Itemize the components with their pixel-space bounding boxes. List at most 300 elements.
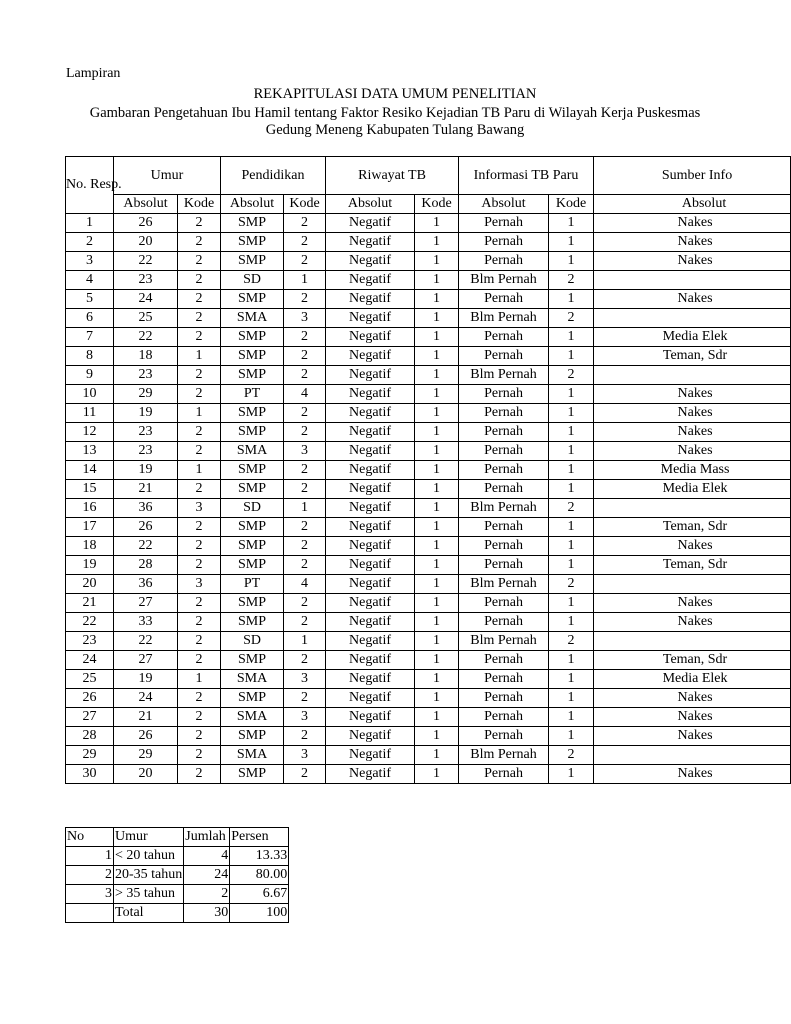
cell-sumber-absolut: Nakes (594, 613, 791, 632)
subheader-kode: Kode (415, 195, 459, 214)
cell-riwayat-kode: 1 (415, 594, 459, 613)
cell-informasi-absolut: Pernah (459, 765, 549, 784)
cell-informasi-absolut: Blm Pernah (459, 746, 549, 765)
cell-informasi-absolut: Pernah (459, 594, 549, 613)
cell-pendidikan-kode: 3 (284, 746, 326, 765)
cell-informasi-absolut: Pernah (459, 480, 549, 499)
cell-pendidikan-absolut: SD (221, 271, 284, 290)
cell-umur-kode: 2 (178, 252, 221, 271)
cell-sumber-absolut: Nakes (594, 404, 791, 423)
cell-pendidikan-absolut: SMP (221, 556, 284, 575)
summary-header-umur: Umur (114, 828, 184, 847)
cell-riwayat-absolut: Negatif (326, 689, 415, 708)
cell-informasi-kode: 2 (549, 499, 594, 518)
cell-riwayat-absolut: Negatif (326, 461, 415, 480)
cell-no-resp: 28 (66, 727, 114, 746)
cell-sumber-absolut (594, 746, 791, 765)
cell-riwayat-kode: 1 (415, 290, 459, 309)
table-row (66, 252, 791, 271)
cell-umur-absolut: 24 (114, 689, 178, 708)
cell-sumber-absolut (594, 499, 791, 518)
cell-umur-kode: 1 (178, 347, 221, 366)
cell-informasi-absolut: Pernah (459, 708, 549, 727)
cell-umur-kode: 2 (178, 727, 221, 746)
cell-riwayat-kode: 1 (415, 575, 459, 594)
cell-informasi-absolut: Blm Pernah (459, 309, 549, 328)
cell-pendidikan-kode: 2 (284, 480, 326, 499)
cell-riwayat-kode: 1 (415, 670, 459, 689)
cell-riwayat-kode: 1 (415, 309, 459, 328)
cell-pendidikan-absolut: SMP (221, 252, 284, 271)
cell-riwayat-absolut: Negatif (326, 442, 415, 461)
header-no-resp: No. Resp. (66, 157, 114, 214)
cell-sumber-absolut (594, 632, 791, 651)
cell-informasi-absolut: Pernah (459, 556, 549, 575)
cell-pendidikan-absolut: SMP (221, 423, 284, 442)
cell-riwayat-kode: 1 (415, 651, 459, 670)
cell-umur-kode: 3 (178, 575, 221, 594)
cell-no-resp: 1 (66, 214, 114, 233)
cell-riwayat-absolut: Negatif (326, 423, 415, 442)
cell-umur-absolut: 20 (114, 765, 178, 784)
cell-pendidikan-absolut: SMA (221, 442, 284, 461)
cell-sumber-absolut: Nakes (594, 537, 791, 556)
cell-informasi-absolut: Blm Pernah (459, 366, 549, 385)
cell-no-resp: 9 (66, 366, 114, 385)
subheader-kode: Kode (549, 195, 594, 214)
cell-riwayat-absolut: Negatif (326, 252, 415, 271)
cell-sumber-absolut (594, 366, 791, 385)
cell-sumber-absolut: Media Elek (594, 328, 791, 347)
cell-informasi-kode: 1 (549, 328, 594, 347)
cell-riwayat-kode: 1 (415, 347, 459, 366)
cell-informasi-kode: 1 (549, 290, 594, 309)
cell-umur-kode: 2 (178, 651, 221, 670)
document-subtitle-line-1: Gambaran Pengetahuan Ibu Hamil tentang Faktor Resiko Kejadian TB Paru di Wilayah Kerja Puskesmas (89, 105, 701, 121)
cell-umur-kode: 2 (178, 309, 221, 328)
cell-sumber-absolut: Nakes (594, 423, 791, 442)
summary-cell-no: 3 (66, 885, 114, 904)
table-row (66, 575, 791, 594)
cell-riwayat-absolut: Negatif (326, 385, 415, 404)
cell-informasi-absolut: Pernah (459, 442, 549, 461)
cell-riwayat-kode: 1 (415, 252, 459, 271)
cell-riwayat-kode: 1 (415, 442, 459, 461)
cell-informasi-kode: 2 (549, 575, 594, 594)
cell-umur-absolut: 19 (114, 404, 178, 423)
cell-informasi-kode: 1 (549, 518, 594, 537)
cell-umur-absolut: 21 (114, 480, 178, 499)
cell-umur-absolut: 22 (114, 328, 178, 347)
table-row (66, 746, 791, 765)
respondent-data-table (65, 156, 791, 784)
age-summary-table (65, 827, 289, 923)
summary-cell-jumlah: 2 (184, 885, 230, 904)
cell-pendidikan-absolut: SMA (221, 309, 284, 328)
cell-umur-kode: 1 (178, 404, 221, 423)
cell-informasi-kode: 1 (549, 689, 594, 708)
cell-riwayat-kode: 1 (415, 214, 459, 233)
cell-informasi-kode: 2 (549, 271, 594, 290)
cell-pendidikan-absolut: SMA (221, 746, 284, 765)
cell-informasi-absolut: Pernah (459, 537, 549, 556)
cell-riwayat-absolut: Negatif (326, 271, 415, 290)
cell-no-resp: 10 (66, 385, 114, 404)
cell-informasi-kode: 1 (549, 423, 594, 442)
cell-informasi-absolut: Pernah (459, 689, 549, 708)
cell-pendidikan-kode: 4 (284, 385, 326, 404)
cell-pendidikan-kode: 2 (284, 366, 326, 385)
cell-riwayat-absolut: Negatif (326, 670, 415, 689)
cell-umur-kode: 2 (178, 233, 221, 252)
cell-riwayat-kode: 1 (415, 404, 459, 423)
cell-informasi-kode: 1 (549, 214, 594, 233)
cell-pendidikan-kode: 2 (284, 613, 326, 632)
cell-riwayat-absolut: Negatif (326, 746, 415, 765)
table-row (66, 537, 791, 556)
cell-no-resp: 27 (66, 708, 114, 727)
cell-umur-absolut: 33 (114, 613, 178, 632)
cell-riwayat-absolut: Negatif (326, 613, 415, 632)
cell-umur-kode: 2 (178, 708, 221, 727)
cell-informasi-kode: 1 (549, 480, 594, 499)
cell-umur-kode: 2 (178, 328, 221, 347)
cell-umur-kode: 3 (178, 499, 221, 518)
cell-riwayat-absolut: Negatif (326, 233, 415, 252)
cell-pendidikan-kode: 3 (284, 670, 326, 689)
cell-pendidikan-absolut: SMP (221, 594, 284, 613)
cell-pendidikan-absolut: SMP (221, 727, 284, 746)
cell-riwayat-kode: 1 (415, 727, 459, 746)
cell-pendidikan-kode: 2 (284, 233, 326, 252)
cell-sumber-absolut: Nakes (594, 442, 791, 461)
cell-no-resp: 23 (66, 632, 114, 651)
cell-umur-kode: 2 (178, 271, 221, 290)
cell-informasi-kode: 1 (549, 442, 594, 461)
cell-riwayat-absolut: Negatif (326, 708, 415, 727)
cell-no-resp: 8 (66, 347, 114, 366)
cell-informasi-absolut: Pernah (459, 670, 549, 689)
cell-umur-kode: 2 (178, 518, 221, 537)
cell-riwayat-kode: 1 (415, 689, 459, 708)
cell-sumber-absolut: Media Elek (594, 480, 791, 499)
table-row (66, 271, 791, 290)
cell-riwayat-kode: 1 (415, 613, 459, 632)
cell-sumber-absolut: Nakes (594, 727, 791, 746)
cell-umur-absolut: 26 (114, 518, 178, 537)
cell-informasi-absolut: Pernah (459, 461, 549, 480)
header-informasi-tb-paru: Informasi TB Paru (459, 157, 594, 195)
cell-umur-absolut: 22 (114, 252, 178, 271)
summary-total-row (66, 904, 289, 923)
cell-umur-kode: 2 (178, 765, 221, 784)
table-row (66, 518, 791, 537)
cell-no-resp: 30 (66, 765, 114, 784)
cell-umur-kode: 2 (178, 214, 221, 233)
cell-riwayat-absolut: Negatif (326, 328, 415, 347)
table-row (66, 765, 791, 784)
cell-pendidikan-absolut: SMP (221, 651, 284, 670)
lampiran-label: Lampiran (66, 66, 121, 81)
table-row (66, 651, 791, 670)
table-row (66, 632, 791, 651)
cell-umur-absolut: 29 (114, 385, 178, 404)
subheader-absolut: Absolut (326, 195, 415, 214)
cell-umur-kode: 2 (178, 385, 221, 404)
cell-riwayat-absolut: Negatif (326, 575, 415, 594)
cell-riwayat-kode: 1 (415, 708, 459, 727)
cell-umur-kode: 2 (178, 689, 221, 708)
cell-pendidikan-absolut: SMA (221, 708, 284, 727)
cell-no-resp: 29 (66, 746, 114, 765)
cell-sumber-absolut: Teman, Sdr (594, 651, 791, 670)
summary-header-persen: Persen (230, 828, 289, 847)
table-subheader-row (66, 195, 791, 214)
cell-umur-absolut: 26 (114, 727, 178, 746)
cell-umur-kode: 2 (178, 366, 221, 385)
cell-riwayat-kode: 1 (415, 746, 459, 765)
cell-riwayat-absolut: Negatif (326, 347, 415, 366)
cell-umur-absolut: 18 (114, 347, 178, 366)
cell-pendidikan-kode: 3 (284, 708, 326, 727)
cell-riwayat-absolut: Negatif (326, 290, 415, 309)
cell-sumber-absolut: Nakes (594, 233, 791, 252)
cell-pendidikan-absolut: SMP (221, 461, 284, 480)
table-row (66, 328, 791, 347)
cell-pendidikan-absolut: PT (221, 385, 284, 404)
cell-informasi-kode: 1 (549, 461, 594, 480)
cell-pendidikan-kode: 1 (284, 632, 326, 651)
cell-no-resp: 24 (66, 651, 114, 670)
table-row (66, 423, 791, 442)
subheader-absolut: Absolut (459, 195, 549, 214)
cell-umur-absolut: 36 (114, 575, 178, 594)
cell-pendidikan-kode: 2 (284, 347, 326, 366)
cell-informasi-absolut: Pernah (459, 214, 549, 233)
summary-header-jumlah: Jumlah (184, 828, 230, 847)
cell-sumber-absolut: Nakes (594, 765, 791, 784)
cell-informasi-kode: 1 (549, 708, 594, 727)
header-umur: Umur (114, 157, 221, 195)
cell-umur-absolut: 20 (114, 233, 178, 252)
cell-no-resp: 6 (66, 309, 114, 328)
cell-riwayat-kode: 1 (415, 632, 459, 651)
cell-riwayat-absolut: Negatif (326, 499, 415, 518)
cell-informasi-kode: 2 (549, 746, 594, 765)
cell-umur-absolut: 19 (114, 670, 178, 689)
table-row (66, 480, 791, 499)
summary-cell-umur: > 35 tahun (114, 885, 184, 904)
cell-riwayat-kode: 1 (415, 537, 459, 556)
cell-pendidikan-kode: 2 (284, 404, 326, 423)
cell-informasi-kode: 1 (549, 556, 594, 575)
cell-umur-kode: 2 (178, 290, 221, 309)
cell-riwayat-absolut: Negatif (326, 765, 415, 784)
cell-pendidikan-absolut: SMP (221, 765, 284, 784)
cell-informasi-absolut: Pernah (459, 347, 549, 366)
cell-no-resp: 11 (66, 404, 114, 423)
cell-informasi-kode: 1 (549, 537, 594, 556)
cell-riwayat-kode: 1 (415, 480, 459, 499)
cell-umur-kode: 2 (178, 632, 221, 651)
cell-pendidikan-kode: 2 (284, 328, 326, 347)
cell-umur-absolut: 27 (114, 594, 178, 613)
cell-umur-kode: 1 (178, 670, 221, 689)
header-riwayat-tb: Riwayat TB (326, 157, 459, 195)
cell-informasi-kode: 1 (549, 404, 594, 423)
cell-pendidikan-kode: 2 (284, 765, 326, 784)
summary-cell-no: 2 (66, 866, 114, 885)
cell-umur-absolut: 28 (114, 556, 178, 575)
table-row (66, 366, 791, 385)
cell-no-resp: 14 (66, 461, 114, 480)
cell-pendidikan-absolut: SMP (221, 480, 284, 499)
table-row (66, 442, 791, 461)
cell-pendidikan-kode: 2 (284, 651, 326, 670)
cell-pendidikan-kode: 2 (284, 518, 326, 537)
cell-informasi-absolut: Pernah (459, 651, 549, 670)
cell-sumber-absolut: Nakes (594, 252, 791, 271)
cell-pendidikan-absolut: PT (221, 575, 284, 594)
summary-cell-umur: Total (114, 904, 184, 923)
cell-pendidikan-kode: 2 (284, 290, 326, 309)
cell-pendidikan-kode: 4 (284, 575, 326, 594)
cell-riwayat-kode: 1 (415, 233, 459, 252)
cell-no-resp: 7 (66, 328, 114, 347)
cell-umur-kode: 2 (178, 613, 221, 632)
cell-riwayat-kode: 1 (415, 366, 459, 385)
cell-pendidikan-kode: 3 (284, 309, 326, 328)
cell-umur-absolut: 23 (114, 366, 178, 385)
cell-umur-absolut: 23 (114, 271, 178, 290)
table-row (66, 613, 791, 632)
cell-umur-absolut: 23 (114, 442, 178, 461)
cell-informasi-kode: 2 (549, 366, 594, 385)
cell-riwayat-absolut: Negatif (326, 518, 415, 537)
summary-cell-jumlah: 24 (184, 866, 230, 885)
cell-informasi-kode: 1 (549, 727, 594, 746)
subheader-kode: Kode (178, 195, 221, 214)
document-subtitle-line-2: Gedung Meneng Kabupaten Tulang Bawang (265, 122, 525, 138)
cell-riwayat-kode: 1 (415, 518, 459, 537)
cell-riwayat-absolut: Negatif (326, 309, 415, 328)
cell-informasi-absolut: Blm Pernah (459, 499, 549, 518)
cell-informasi-absolut: Pernah (459, 252, 549, 271)
cell-pendidikan-kode: 2 (284, 252, 326, 271)
cell-umur-kode: 2 (178, 594, 221, 613)
cell-sumber-absolut: Nakes (594, 594, 791, 613)
cell-riwayat-kode: 1 (415, 765, 459, 784)
table-header-row (66, 157, 791, 195)
cell-pendidikan-kode: 2 (284, 689, 326, 708)
cell-pendidikan-absolut: SMP (221, 214, 284, 233)
cell-no-resp: 17 (66, 518, 114, 537)
cell-informasi-absolut: Pernah (459, 233, 549, 252)
table-row (66, 404, 791, 423)
cell-riwayat-kode: 1 (415, 499, 459, 518)
summary-cell-no (66, 904, 114, 923)
cell-riwayat-kode: 1 (415, 271, 459, 290)
summary-header-no: No (66, 828, 114, 847)
cell-pendidikan-kode: 2 (284, 214, 326, 233)
cell-riwayat-kode: 1 (415, 556, 459, 575)
cell-pendidikan-absolut: SMP (221, 518, 284, 537)
cell-riwayat-absolut: Negatif (326, 480, 415, 499)
cell-pendidikan-kode: 2 (284, 594, 326, 613)
summary-cell-persen: 100 (230, 904, 289, 923)
cell-riwayat-absolut: Negatif (326, 594, 415, 613)
cell-umur-absolut: 29 (114, 746, 178, 765)
cell-informasi-absolut: Blm Pernah (459, 575, 549, 594)
cell-umur-absolut: 22 (114, 632, 178, 651)
table-row (66, 290, 791, 309)
cell-sumber-absolut (594, 271, 791, 290)
cell-sumber-absolut: Nakes (594, 290, 791, 309)
cell-umur-absolut: 26 (114, 214, 178, 233)
summary-cell-persen: 13.33 (230, 847, 289, 866)
cell-riwayat-kode: 1 (415, 423, 459, 442)
cell-pendidikan-absolut: SD (221, 632, 284, 651)
cell-pendidikan-absolut: SMP (221, 404, 284, 423)
table-row (66, 689, 791, 708)
summary-cell-no: 1 (66, 847, 114, 866)
cell-informasi-kode: 1 (549, 613, 594, 632)
cell-umur-absolut: 25 (114, 309, 178, 328)
cell-pendidikan-absolut: SMP (221, 366, 284, 385)
header-pendidikan: Pendidikan (221, 157, 326, 195)
cell-umur-kode: 2 (178, 556, 221, 575)
cell-sumber-absolut (594, 309, 791, 328)
cell-riwayat-absolut: Negatif (326, 537, 415, 556)
cell-pendidikan-absolut: SMP (221, 347, 284, 366)
cell-no-resp: 13 (66, 442, 114, 461)
cell-no-resp: 25 (66, 670, 114, 689)
table-row (66, 309, 791, 328)
cell-pendidikan-kode: 2 (284, 461, 326, 480)
cell-riwayat-kode: 1 (415, 328, 459, 347)
cell-umur-absolut: 36 (114, 499, 178, 518)
cell-informasi-absolut: Blm Pernah (459, 632, 549, 651)
table-row (66, 594, 791, 613)
cell-umur-kode: 2 (178, 537, 221, 556)
cell-informasi-absolut: Pernah (459, 423, 549, 442)
cell-informasi-absolut: Pernah (459, 404, 549, 423)
header-sumber-info: Sumber Info (594, 157, 791, 195)
summary-cell-jumlah: 30 (184, 904, 230, 923)
cell-riwayat-absolut: Negatif (326, 366, 415, 385)
cell-umur-absolut: 22 (114, 537, 178, 556)
cell-pendidikan-kode: 2 (284, 537, 326, 556)
cell-riwayat-absolut: Negatif (326, 632, 415, 651)
table-row (66, 214, 791, 233)
cell-umur-kode: 2 (178, 746, 221, 765)
cell-no-resp: 18 (66, 537, 114, 556)
cell-informasi-absolut: Pernah (459, 385, 549, 404)
cell-umur-kode: 2 (178, 423, 221, 442)
cell-umur-absolut: 19 (114, 461, 178, 480)
cell-informasi-absolut: Pernah (459, 613, 549, 632)
subheader-absolut: Absolut (114, 195, 178, 214)
data-table-viewport (65, 156, 733, 790)
cell-sumber-absolut: Teman, Sdr (594, 556, 791, 575)
cell-riwayat-absolut: Negatif (326, 214, 415, 233)
cell-no-resp: 5 (66, 290, 114, 309)
cell-sumber-absolut: Nakes (594, 689, 791, 708)
cell-umur-absolut: 23 (114, 423, 178, 442)
cell-informasi-kode: 1 (549, 670, 594, 689)
cell-pendidikan-absolut: SMP (221, 328, 284, 347)
cell-umur-kode: 1 (178, 461, 221, 480)
